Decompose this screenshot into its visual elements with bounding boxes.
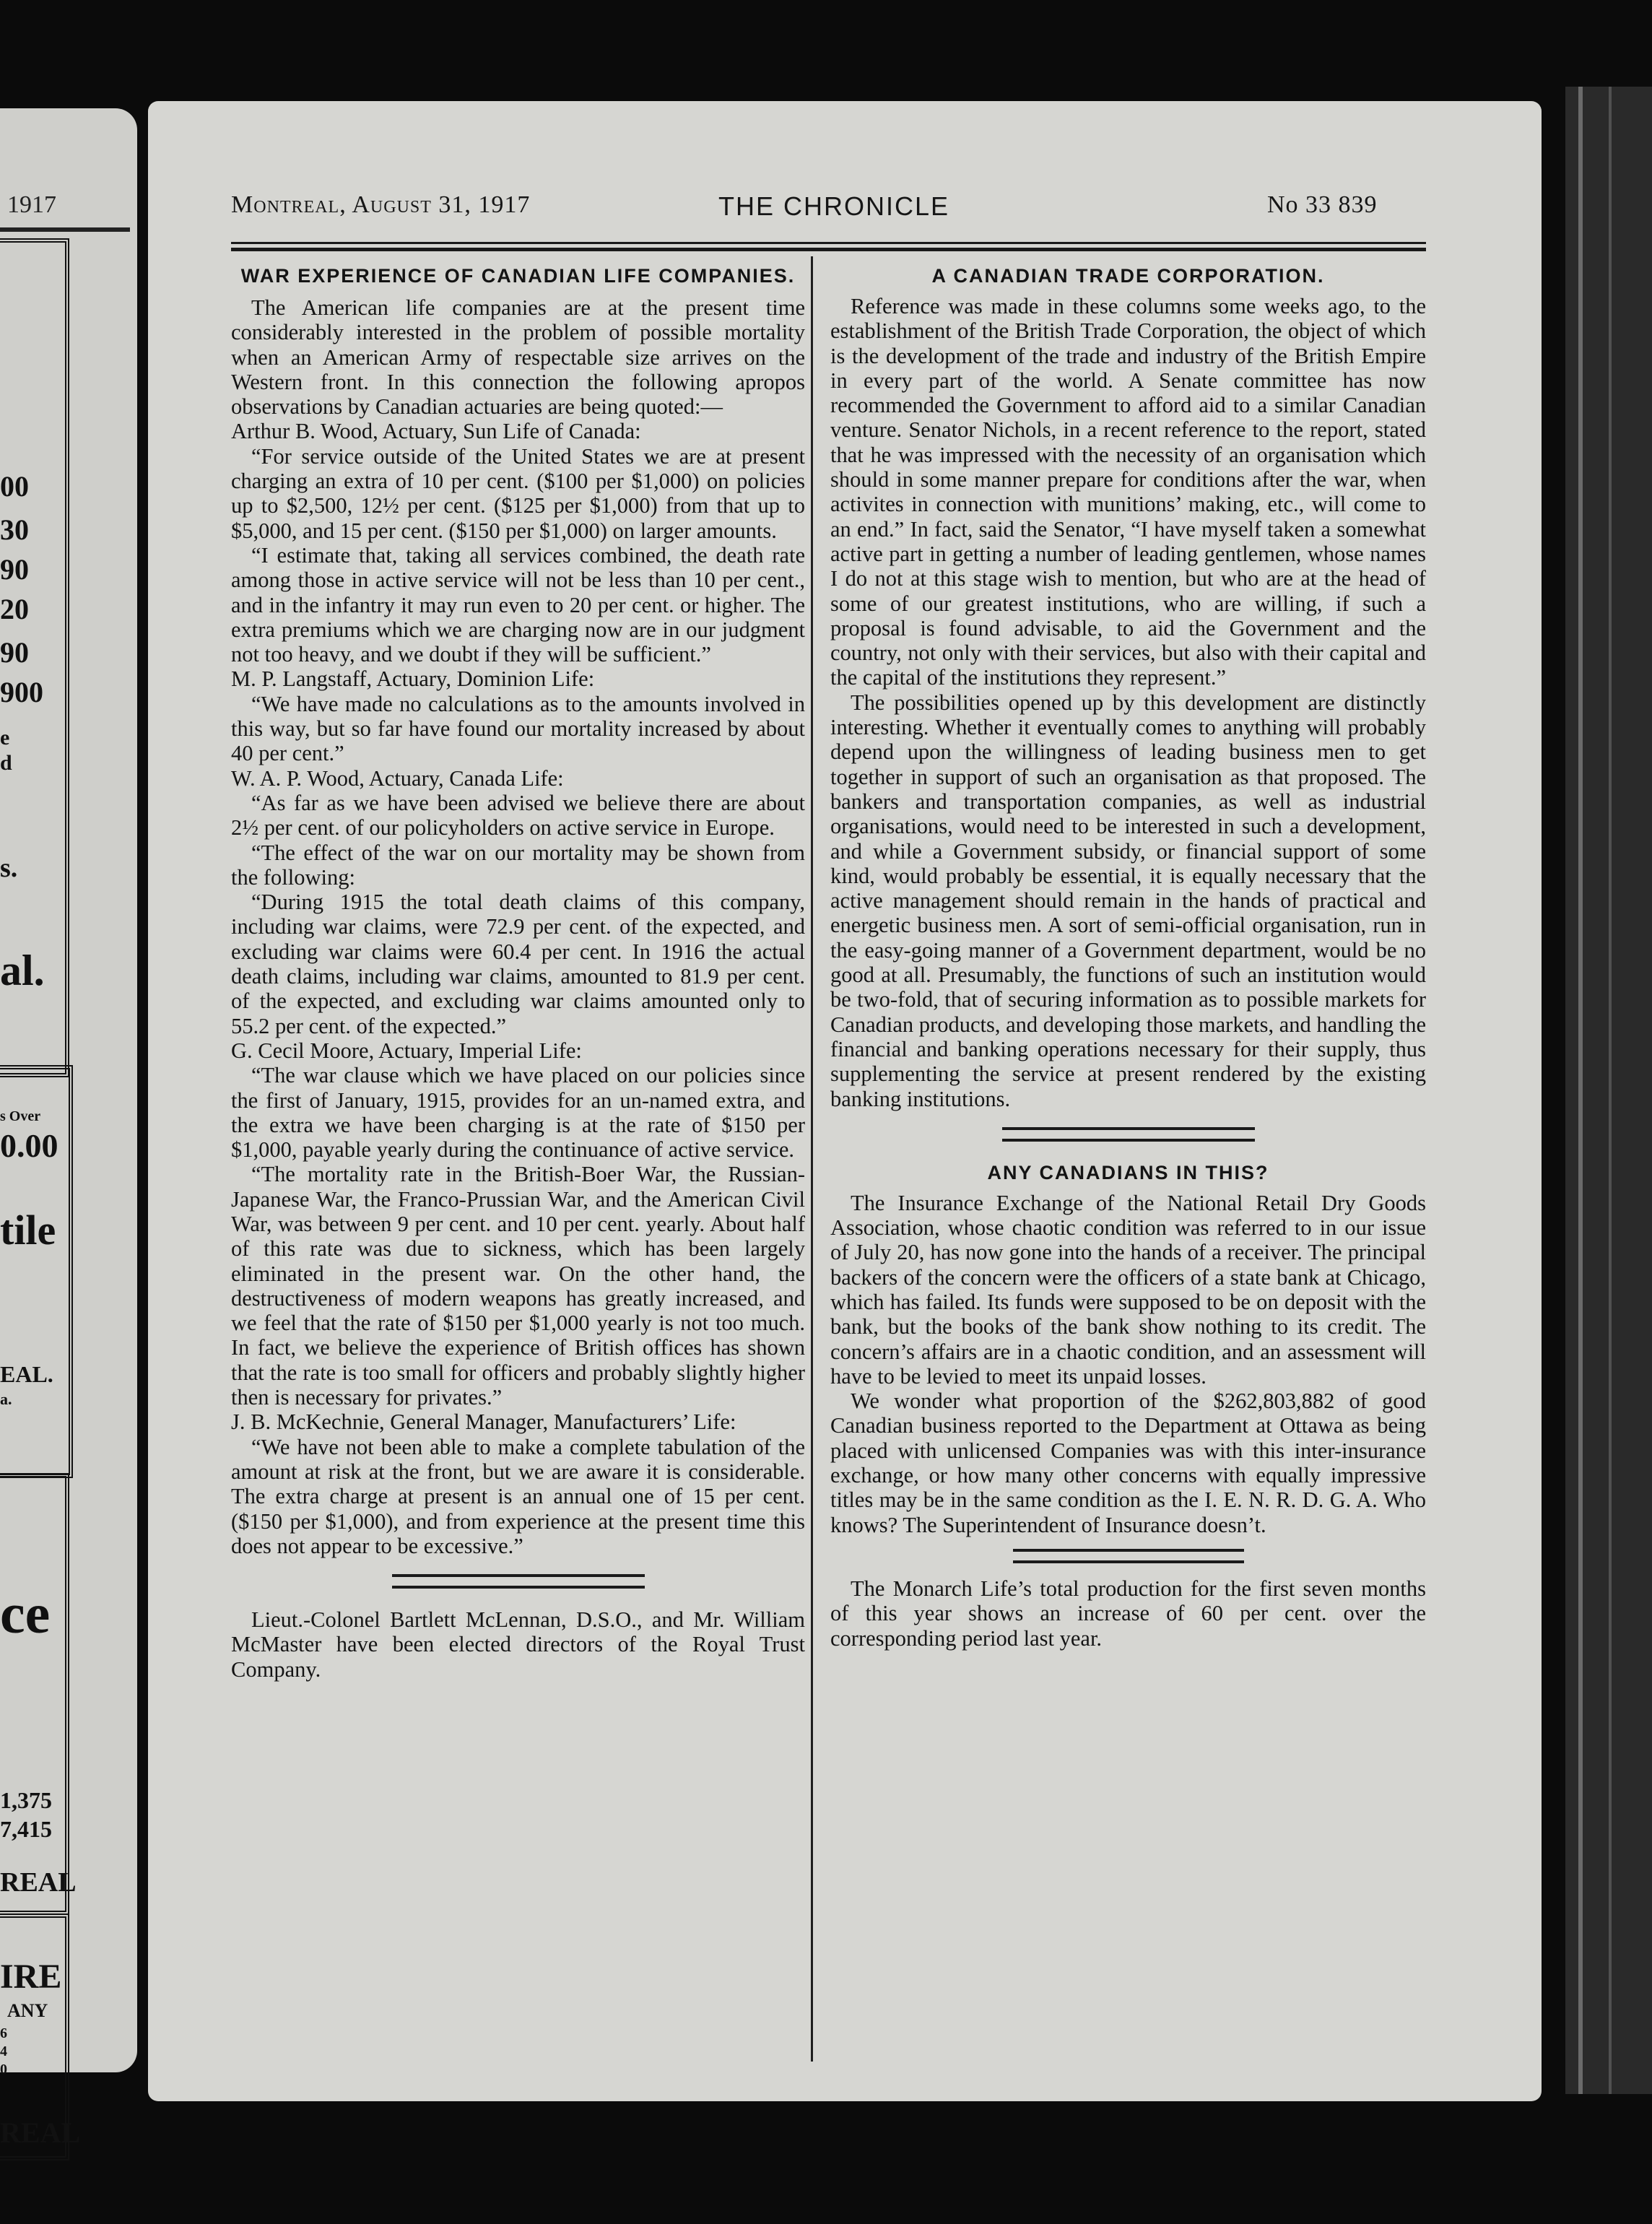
fragment: s. [0,853,18,883]
article-title: A CANADIAN TRADE CORPORATION. [931,265,1325,287]
paragraph: We wonder what proportion of the $262,803,882 of good Canadian business reported to the Department at Ottawa as being placed with unlicensed Companies was with this inter-insurance exchange, or how many other concerns with equally impressive titles may be in the same condition as the I. E. N. R. D. G. A. Who knows? The Superintendent of Insurance doesn’t. [830,1389,1426,1537]
fragment: 90 [0,636,29,669]
speaker-line: J. B. McKechnie, General Manager, Manufacturers’ Life: [231,1409,736,1435]
fragment: d [0,751,12,775]
news-note: Lieut.-Colonel Bartlett McLennan, D.S.O., and Mr. William McMaster have been elected directors of the Royal Trust Company. [231,1607,805,1682]
fragment: 4 [0,2043,7,2059]
right-column [830,264,1426,1651]
paragraph: Reference was made in these columns some weeks ago, to the establishment of the British Trade Corporation, the object of which is the development of the trade and industry of the British Empire in every part of the world. A Senate committee has now recommended the Government to afford aid to a similar Canadian venture. Senator Nichols, in a recent reference to the report, stated that he was impressed with the necessity of an organisation which should in some manner prepare for conditions after the war, when activites in connection with munitions’ making, etc., will come to an end.” In fact, said the Senator, “I have myself taken a somewhat active part in getting a number of leading gentlemen, whose names I do not at this stage wish to mention, but who are at the head of some of our greatest institutions, who are willing, if such a proposal is found advisable, to aid the Government and the country, not only with their services, but also with their capital and the capital of the institutions they represent.” [830,294,1426,690]
fragment: ANY [7,2000,48,2021]
paragraph: “As far as we have been advised we believe there are about 2½ per cent. of our policyholders on active service in Europe. [231,790,805,840]
section-separator [1013,1549,1244,1563]
paragraph: “During 1915 the total death claims of this company, including war claims, were 72.9 per cent. of the expected, and excluding war claims were 60.4 per cent. In 1916 the actual death claims, including war claims, amounted to 81.9 per cent. of the expected, and excluding war claims amounted only to 55.2 per cent. of the expected.” [231,890,805,1038]
left-column [231,264,805,1682]
fragment: a. [0,1390,12,1408]
fragment: 20 [0,593,29,625]
column-divider [811,256,813,2062]
fragment: e [0,726,10,750]
fragment: al. [0,947,45,994]
header-rule [231,242,1426,244]
previous-page-edge [0,108,137,2149]
paragraph: The American life companies are at the present time considerably interested in the problem of possible mortality when an American Army of respectable size arrives on the Western front. In this connection the following apropos observations by Canadian actuaries are being quoted:— [231,295,805,420]
paragraph: “The effect of the war on our mortality may be shown from the following: [231,840,805,890]
fragment: 7,415 [0,1816,52,1842]
fragment: 0 [0,2062,7,2077]
section-separator [392,1574,645,1589]
fragment: 6 [0,2025,7,2041]
fragment: s Over [0,1108,41,1124]
paragraph: “The war clause which we have placed on our policies since the first of January, 1915, provides for an un-named extra, and the extra we have been charging is at the rate of $150 per $1,000, payable yearly during the continuance of active service. [231,1063,805,1163]
fragment: 90 [0,553,29,586]
fragment: 00 [0,470,29,503]
speaker-line: W. A. P. Wood, Actuary, Canada Life: [231,765,564,791]
paragraph: “I estimate that, taking all services combined, the death rate among those in active service will not be less than 10 per cent., and in the infantry it may run even to 20 per cent. or higher. The extra premiums which we are charging now are in our judgment not too heavy, and we doubt if they will be sufficient.” [231,542,805,667]
masthead-title: THE CHRONICLE [718,191,950,221]
paragraph: The Insurance Exchange of the National Retail Dry Goods Association, whose chaotic condition was referred to in our issue of July 20, has now gone into the hands of a receiver. The principal backers of the concern were the officers of a state bank at Chicago, which has failed. Its funds were supposed to be on deposit with the bank, but the books of the bank show nothing to its credit. The concern’s affairs are in a chaotic condition, and an assessment will have to be levied to meet its unpaid losses. [830,1190,1426,1389]
fragment: tile [0,1207,56,1254]
fragment: 0.00 [0,1127,58,1164]
previous-page-rule [0,227,130,232]
previous-page-box-3 [0,1473,69,1915]
fragment: EAL. [0,1361,53,1387]
fragment: REAL [0,1867,77,1898]
paragraph: “We have made no calculations as to the amounts involved in this way, but so far have found our mortality increased by about 40 per cent.” [231,691,805,766]
fragment: 900 [0,676,43,708]
paragraph: The possibilities opened up by this development are distinctly interesting. Whether it eventually comes to anything will probably depend upon the willingness of leading business men to get together in support of such an organisation as that proposed. The bankers and transportation companies, as well as industrial organisations, would need to be interested in such a development, and while a Government subsidy, or financial support of some kind, would probably be essential, it is equally necessary that the active management should remain in the hands of practical and energetic business men. A sort of semi-official organisation, run in the easy-going manner of a Government department, would be no good at all. Presumably, the functions of such an institution would be two-fold, that of securing information as to possible markets for Canadian products, and developing those markets, and handling the financial and banking operations necessary for their supply, thus supplementing the service at present rendered by the existing banking institutions. [830,690,1426,1111]
fragment: 30 [0,513,29,546]
newspaper-page [148,101,1542,2101]
news-note: The Monarch Life’s total production for the first seven months of this year shows an increase of 60 per cent. over the corresponding period last year. [830,1576,1426,1651]
fragment: ce [0,1582,51,1645]
paragraph: “For service outside of the United States we are at present charging an extra of 10 per cent. ($100 per $1,000) on policies up to $2,500, 12½ per cent. ($125 per $1,000) from that up to $5,000, and 15 per cent. ($150 per $1,000) on larger amounts. [231,443,805,543]
speaker-line: M. P. Langstaff, Actuary, Dominion Life: [231,666,595,692]
paragraph: “We have not been able to make a complete tabulation of the amount at risk at the front, but we are aware it is considerable. The extra charge at present is an annual one of 15 per cent. ($150 per $1,000), and from experience at the present time this does not appear to be excessive.” [231,1434,805,1558]
fragment: IRE [0,1958,62,1996]
issue-page-number: No 33 839 [1267,191,1378,218]
speaker-line: G. Cecil Moore, Actuary, Imperial Life: [231,1038,582,1063]
speaker-line: Arthur B. Wood, Actuary, Sun Life of Canada: [231,419,641,444]
paragraph: “The mortality rate in the British-Boer War, the Russian-Japanese War, the Franco-Prussian War, and the American Civil War, was between 9 per cent. and 10 per cent. yearly. About half of this rate was due to sickness, which has been largely eliminated in the present war. On the other hand, the destructiveness of modern weapons has greatly increased, and we feel that the rate of $150 per $1,000 yearly is not too much. In fact, we believe the experience of British offices has shown that the rate is too small for officers and probably slightly higher then is necessary for privates.” [231,1162,805,1410]
article-title: ANY CANADIANS IN THIS? [987,1161,1269,1183]
header-rule [231,248,1426,251]
book-binding [1565,87,1652,2094]
fragment: REAL [0,2116,81,2149]
section-separator [1002,1127,1255,1142]
previous-page-year: 1917 [7,191,56,218]
fragment: 1,375 [0,1787,52,1813]
page-dateline: Montreal, August 31, 1917 [231,191,531,218]
article-title: WAR EXPERIENCE OF CANADIAN LIFE COMPANIES. [240,265,796,287]
